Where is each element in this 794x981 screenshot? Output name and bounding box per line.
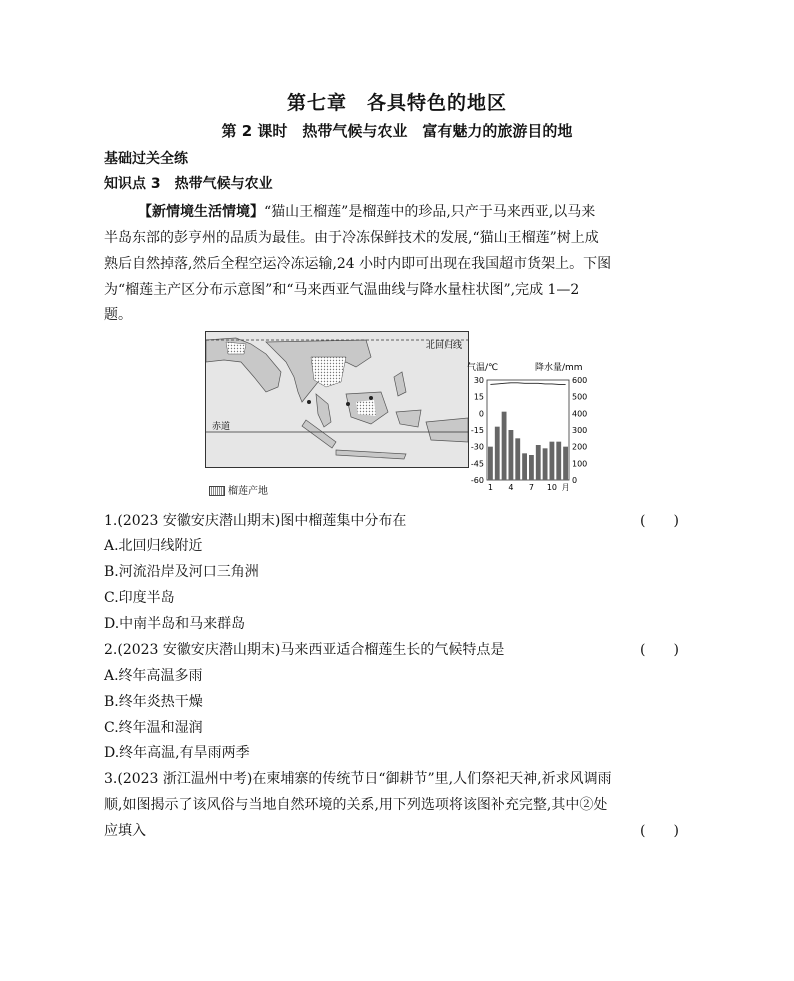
q2-option-c[interactable]: C.终年温和湿润: [104, 720, 203, 736]
context-line-4: 为“榴莲主产区分布示意图”和“马来西亚气温曲线与降水量柱状图”,完成 1—2: [104, 282, 580, 298]
precip-bar: [529, 455, 534, 480]
context-line-2: 半岛东部的彭亨州的品质为最佳。由于冷冻保鲜技术的发展,“猫山王榴莲”树上成: [104, 230, 599, 246]
precip-bar: [502, 412, 507, 480]
month-tick-label: 7: [528, 483, 534, 492]
map-legend: [209, 482, 268, 497]
q1-option-d[interactable]: D.中南半岛和马来群岛: [104, 616, 246, 632]
precip-bar: [563, 447, 568, 480]
month-tick-label: 1: [487, 483, 493, 492]
context-line-1-text: “猫山王榴莲”是榴莲中的珍品,只产于马来西亚,以马来: [264, 204, 596, 220]
q2-stem: 2.(2023 安徽安庆潜山期末)马来西亚适合榴莲生长的气候特点是: [104, 642, 505, 658]
precip-tick-label: 200: [572, 442, 588, 452]
precip-bar: [536, 445, 541, 480]
context-line-3: 熟后自然掉落,然后全程空运冷冻运输,24 小时内即可出现在我国超市货架上。下图: [104, 256, 612, 272]
precip-tick-label: 0: [572, 476, 578, 485]
precip-tick-label: 300: [572, 426, 588, 435]
temp-tick-label: -15: [470, 426, 484, 435]
legend-label: 榴莲产地: [228, 486, 268, 497]
temp-axis-label: 气温/℃: [467, 363, 499, 373]
legend-swatch: [209, 486, 225, 496]
precip-ticks: [572, 376, 587, 485]
precip-bar: [550, 442, 555, 480]
temp-tick-label: 30: [473, 376, 484, 385]
precip-tick-label: 400: [572, 409, 588, 419]
q3-line-3: 应填入: [104, 823, 146, 839]
temp-tick-label: 0: [478, 409, 484, 419]
temp-tick-label: 15: [473, 392, 484, 402]
knowledge-point-heading: 知识点 3 热带气候与农业: [104, 176, 273, 192]
precip-bar: [488, 447, 493, 480]
q2-option-a[interactable]: A.终年高温多雨: [104, 668, 203, 684]
month-tick-label: 4: [508, 483, 514, 492]
q1-option-c[interactable]: C.印度半岛: [104, 590, 175, 606]
q1-option-a[interactable]: A.北回归线附近: [104, 538, 203, 554]
context-line-1: [138, 199, 595, 225]
durian-distribution-map: [205, 331, 469, 468]
q3-line-2: 顺,如图揭示了该风俗与当地自然环境的关系,用下列选项将该图补充完整,其中②处: [104, 797, 608, 813]
temp-tick-label: -45: [470, 459, 484, 469]
climate-chart: [467, 360, 597, 495]
month-ticks: [488, 483, 570, 492]
tropic-label: 北回归线: [426, 341, 463, 351]
chapter-title: 第七章 各具特色的地区: [286, 92, 507, 114]
equator-label: 赤道: [212, 422, 231, 432]
precip-bar: [509, 430, 514, 480]
precip-tick-label: 500: [572, 392, 588, 402]
q1-option-b[interactable]: B.河流沿岸及河口三角洲: [104, 564, 259, 580]
context-tag: 【新情境生活情境】: [138, 204, 264, 220]
temp-tick-label: -30: [470, 442, 484, 452]
lesson-subtitle: 第 2 课时 热带气候与农业 富有魅力的旅游目的地: [221, 122, 573, 140]
precip-bar: [543, 448, 548, 480]
month-tick-label: 10: [546, 483, 558, 492]
precip-tick-label: 600: [572, 376, 588, 385]
precip-bar: [495, 427, 500, 480]
temp-ticks: [471, 376, 484, 485]
precip-bar: [522, 453, 527, 480]
q1-answer-paren[interactable]: ( ): [640, 513, 679, 529]
precip-bar: [556, 442, 561, 480]
precip-bar: [515, 438, 520, 480]
q2-answer-paren[interactable]: ( ): [640, 642, 679, 658]
precip-tick-label: 100: [572, 459, 588, 469]
section-heading: 基础过关全练: [104, 151, 188, 167]
q2-option-d[interactable]: D.终年高温,有旱雨两季: [104, 745, 250, 761]
q2-option-b[interactable]: B.终年炎热干燥: [104, 694, 203, 710]
q3-answer-paren[interactable]: ( ): [640, 823, 679, 839]
context-line-5: 题。: [104, 307, 132, 323]
temp-tick-label: -60: [470, 476, 484, 485]
month-unit-label: 月: [561, 483, 570, 492]
q1-stem: 1.(2023 安徽安庆潜山期末)图中榴莲集中分布在: [104, 513, 407, 529]
q3-line-1: 3.(2023 浙江温州中考)在柬埔寨的传统节日“御耕节”里,人们祭祀天神,祈求风调雨: [104, 771, 612, 787]
map-figure: [206, 332, 468, 467]
precip-axis-label: 降水量/mm: [535, 363, 583, 373]
